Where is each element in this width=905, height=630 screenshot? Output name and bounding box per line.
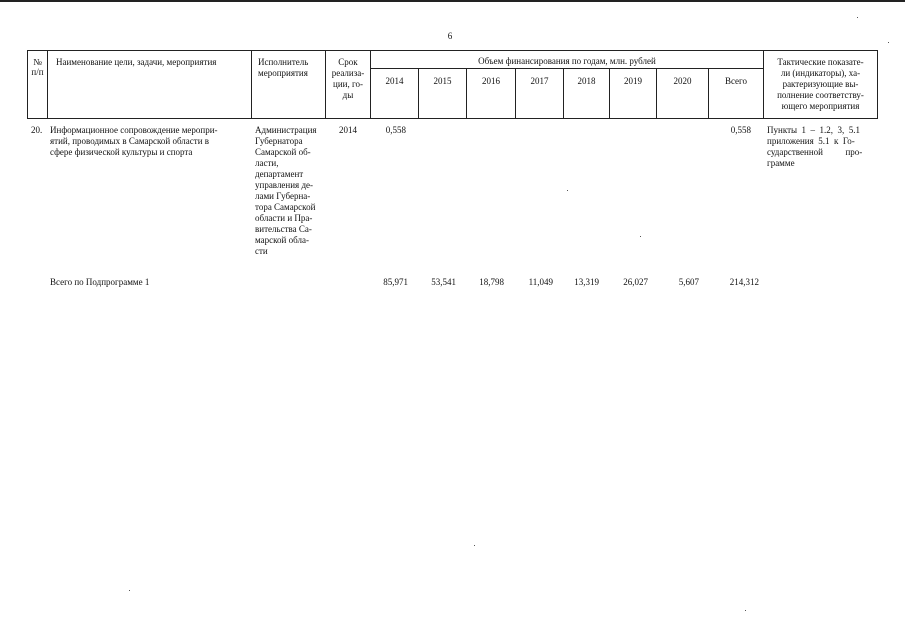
summary-value: 85,971	[383, 277, 408, 287]
header-total: Всего	[724, 76, 748, 86]
header-executor-line1: Исполнитель	[258, 57, 309, 67]
row-name-line2: ятий, проводимых в Самарской области в	[50, 136, 210, 146]
row-executor-line: Самарской об-	[255, 147, 311, 157]
summary-value: 26,027	[623, 277, 648, 287]
header-funding-title: Объем финансирования по годам, млн. рублей	[478, 56, 656, 66]
header-indicators-line2: ли (индикаторы), ха-	[780, 68, 861, 78]
page-number: 6	[447, 31, 453, 41]
row-executor-line: Администрация	[255, 125, 317, 135]
row-executor-line: управления де-	[255, 180, 314, 190]
header-executor-line2: мероприятия	[258, 68, 308, 78]
header-indicators-line3: рактеризующие вы-	[782, 79, 859, 89]
row-executor-line: сти	[255, 246, 268, 256]
row-indicator-line: грамме	[767, 158, 795, 168]
summary-value: 53,541	[431, 277, 456, 287]
header-term-line2: реализа-	[331, 68, 365, 78]
row-term: 2014	[339, 125, 357, 135]
row-indicator-line: сударственной про-	[767, 147, 863, 157]
header-indicators-line5: ющего мероприятия	[781, 101, 860, 111]
row-total: 0,558	[730, 125, 751, 135]
summary-value: 13,319	[574, 277, 599, 287]
summary-total: 214,312	[729, 277, 759, 287]
summary-label: Всего по Подпрограмме 1	[50, 277, 150, 287]
row-executor-line: области и Пра-	[255, 213, 313, 223]
page-top-border	[0, 0, 905, 2]
row-value: 0,558	[385, 125, 406, 135]
header-indicators-line1: Тактические показате-	[777, 57, 864, 67]
row-num: 20.	[31, 125, 43, 135]
row-executor-line: вительства Са-	[255, 224, 312, 234]
header-term-line1: Срок	[338, 57, 358, 67]
summary-value: 5,607	[678, 277, 699, 287]
row-executor-line: ласти,	[255, 158, 279, 168]
header-year: 2020	[673, 76, 692, 86]
header-term-line4: ды	[342, 90, 354, 100]
summary-value: 11,049	[528, 277, 553, 287]
row-name-line1: Информационное сопровождение меропри-	[50, 125, 218, 135]
row-executor-line: Губернатора	[255, 136, 303, 146]
summary-value: 18,798	[479, 277, 504, 287]
row-executor-line: марской обла-	[255, 235, 309, 245]
header-year: 2016	[482, 76, 500, 86]
header-year: 2017	[530, 76, 549, 86]
row-executor-line: тора Самарской	[255, 202, 316, 212]
header-year: 2015	[433, 76, 452, 86]
header-year: 2014	[385, 76, 404, 86]
header-num-line2: п/п	[31, 67, 44, 77]
row-executor-line: департамент	[255, 169, 304, 179]
header-name: Наименование цели, задачи, мероприятия	[56, 57, 217, 67]
row-executor-line: лами Губерна-	[255, 191, 311, 201]
row-indicator-line: Пункты 1 – 1.2, 3, 5.1	[767, 125, 861, 135]
header-year: 2018	[577, 76, 596, 86]
row-name-line3: сфере физической культуры и спорта	[50, 147, 193, 157]
header-num-line1: №	[33, 57, 42, 67]
header-year: 2019	[624, 76, 642, 86]
header-indicators-line4: полнение соответству-	[777, 90, 864, 100]
header-term-line3: ции, го-	[333, 79, 363, 89]
row-indicator-line: приложения 5.1 к Го-	[767, 136, 855, 146]
